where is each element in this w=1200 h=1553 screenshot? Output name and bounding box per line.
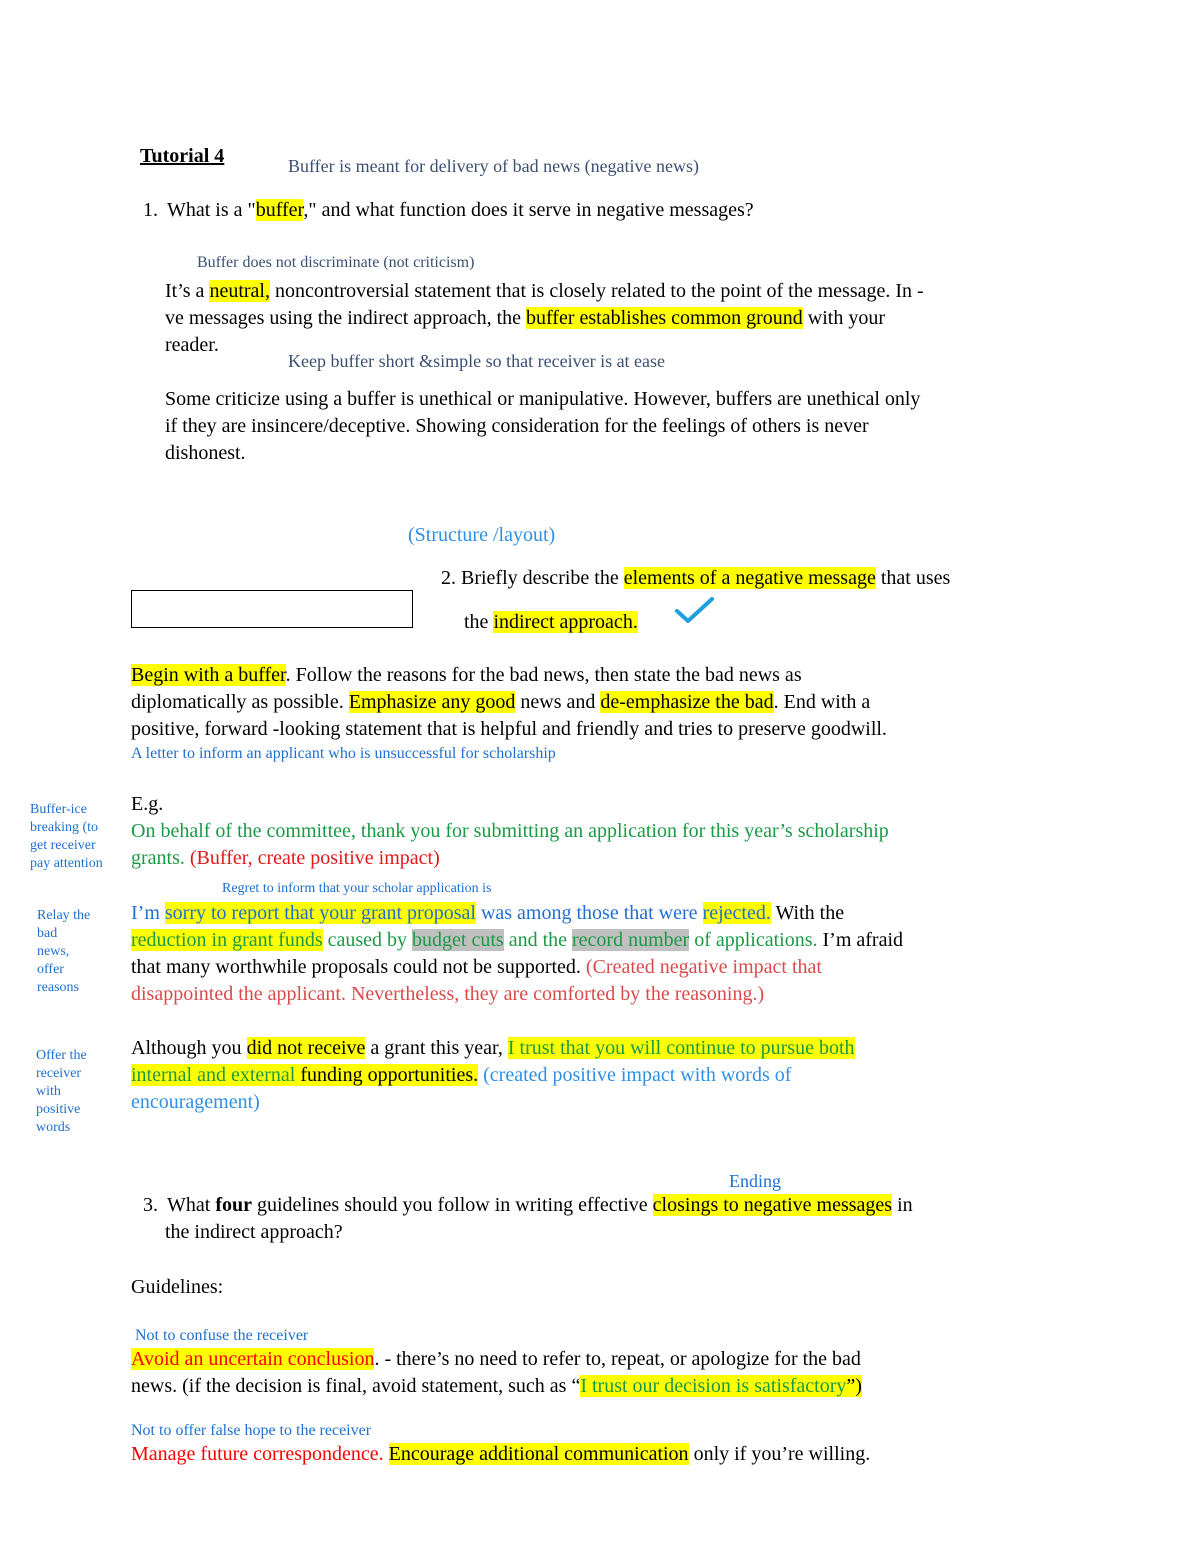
question-3-line-2: the indirect approach? [165, 1221, 343, 1243]
header-note: Buffer is meant for delivery of bad news (negative news) [288, 156, 700, 176]
bad-news-line: that many worthwhile proposals could not be supported. (Created negative impact that [131, 956, 822, 978]
question-number: 1. [143, 199, 158, 221]
answer-line: It’s a neutral, noncontroversial statement that is closely related to the point of the message. In - [165, 280, 924, 302]
side-note-relay: Relay the bad news, offer reasons [37, 908, 91, 995]
answer-paragraph: Some criticize using a buffer is unethical or manipulative. However, buffers are unethical only [165, 388, 921, 410]
answer-paragraph: dishonest. [165, 442, 246, 464]
positive-line: internal and external funding opportunities. (created positive impact with words of [131, 1064, 792, 1086]
question-3: 3. What four guidelines should you follow in writing effective closings to negative messages in [143, 1194, 913, 1216]
answer-line: Begin with a buffer. Follow the reasons for the bad news, then state the bad news as [131, 664, 802, 686]
structure-note: (Structure /layout) [408, 524, 556, 546]
side-note-positive: Offer the receiver with positive words [36, 1048, 87, 1135]
question-1: 1. What is a "buffer," and what function does it serve in negative messages? [143, 199, 754, 221]
guidelines-heading: Guidelines: [131, 1276, 224, 1298]
guideline-1: Avoid an uncertain conclusion. - there’s no need to refer to, repeat, or apologize for the bad [131, 1348, 861, 1370]
checkmark-icon [675, 596, 715, 624]
guideline-2: Manage future correspondence. Encourage additional communication only if you’re willing. [131, 1443, 871, 1465]
example-label: E.g. [131, 793, 164, 815]
question-2: 2. Briefly describe the elements of a negative message that uses [441, 567, 951, 589]
letter-note: A letter to inform an applicant who is unsuccessful for scholarship [131, 745, 556, 762]
guideline-1-line-2: news. (if the decision is final, avoid statement, such as “I trust our decision is satisfactory”) [131, 1375, 862, 1397]
answer-paragraph: if they are insincere/deceptive. Showing consideration for the feelings of others is never [165, 415, 869, 437]
answer-line: positive, forward -looking statement that is helpful and friendly and tries to preserve goodwill. [131, 718, 887, 740]
buffer-example: grants. (Buffer, create positive impact) [131, 847, 440, 869]
bad-news-line: disappointed the applicant. Nevertheless, they are comforted by the reasoning.) [131, 983, 765, 1005]
regret-note: Regret to inform that your scholar application is [222, 881, 492, 896]
positive-line: Although you did not receive a grant this year, I trust that you will continue to pursue both [131, 1037, 855, 1059]
ending-note: Ending [729, 1171, 781, 1191]
annotation-note: Not to offer false hope to the receiver [131, 1422, 372, 1439]
bad-news-line: reduction in grant funds caused by budget cuts and the record number of applications. I’m afraid [131, 929, 904, 951]
annotation-note: Not to confuse the receiver [135, 1327, 309, 1344]
page-title: Tutorial 4 [140, 145, 225, 167]
buffer-example: On behalf of the committee, thank you for submitting an application for this year’s scholarship [131, 820, 889, 842]
positive-line: encouragement) [131, 1091, 260, 1113]
side-note-buffer: Buffer-ice breaking (to get receiver pay attention [30, 802, 103, 871]
answer-line: ve messages using the indirect approach, the buffer establishes common ground with your [165, 307, 886, 329]
annotation-note: Buffer does not discriminate (not criticism) [197, 254, 475, 271]
answer-line: reader. [165, 334, 219, 356]
empty-text-box [131, 590, 413, 628]
question-2-line-2: the indirect approach. [464, 611, 638, 633]
bad-news-line: I’m sorry to report that your grant proposal was among those that were rejected. With the [131, 902, 845, 924]
annotation-note: Keep buffer short &simple so that receiver is at ease [288, 351, 666, 371]
answer-line: diplomatically as possible. Emphasize any good news and de-emphasize the bad. End with a [131, 691, 871, 713]
